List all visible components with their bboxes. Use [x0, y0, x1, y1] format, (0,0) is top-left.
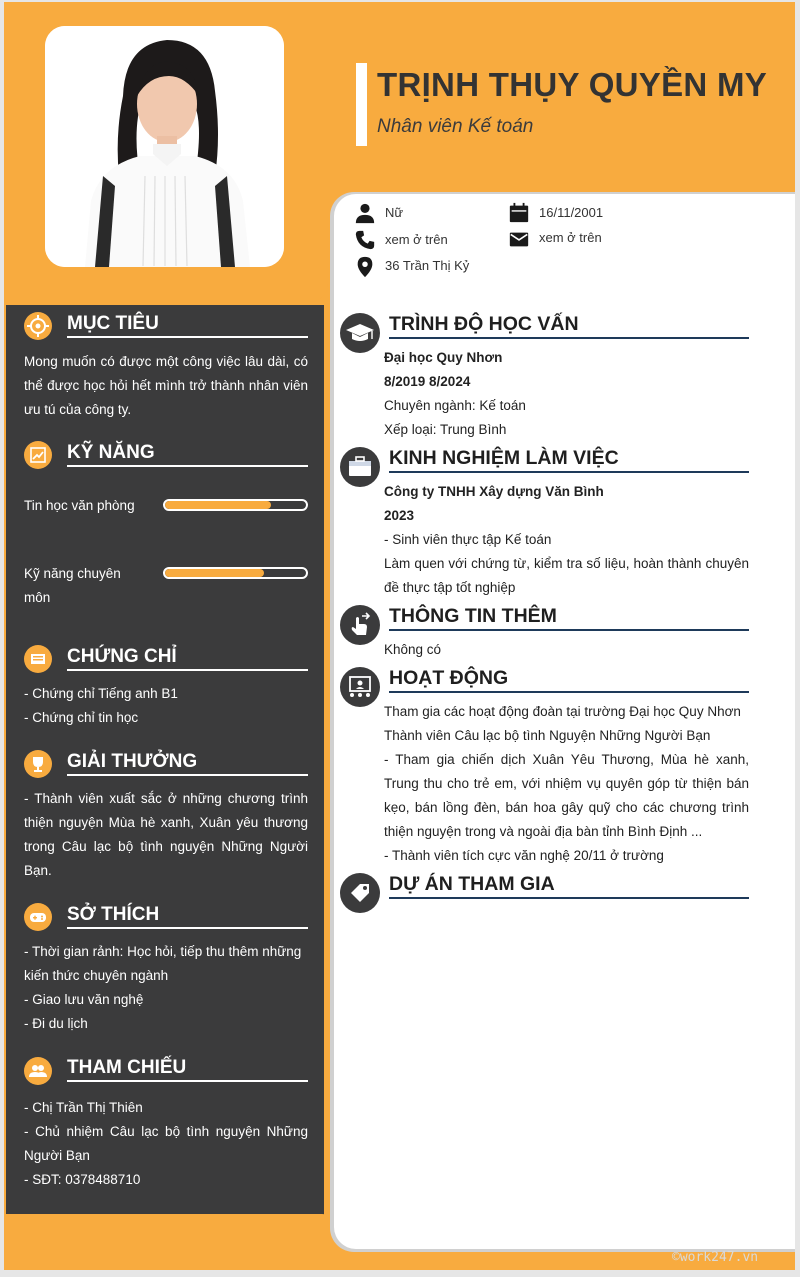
phone-value: xem ở trên [385, 232, 448, 247]
skills-heading: KỸ NĂNG [67, 442, 308, 467]
calendar-icon [508, 202, 530, 224]
skill-label-professional: Kỹ năng chuyên môn [24, 566, 121, 605]
skill-fill-office [165, 501, 271, 509]
email-value: xem ở trên [539, 230, 602, 245]
objective-text: Mong muốn có được một công việc lâu dài, có thể được học hỏi hết mình trở thành nhân viên ưu tú của công ty. [24, 354, 308, 417]
certificates-heading: CHỨNG CHỈ [67, 646, 308, 671]
projects-heading: DỰ ÁN THAM GIA [389, 873, 749, 899]
watermark: ©work247.vn [672, 1250, 759, 1265]
certificate-line-2: - Chứng chỉ tin học [24, 710, 139, 725]
experience-heading: KINH NGHIỆM LÀM VIỆC [389, 447, 749, 473]
education-grade: Xếp loại: Trung Bình [384, 422, 507, 437]
activity-line-4: - Thành viên tích cực văn nghệ 20/11 ở trường [384, 848, 664, 863]
education-school: Đại học Quy Nhơn [384, 350, 503, 365]
target-icon [24, 312, 52, 340]
awards-heading: GIẢI THƯỞNG [67, 751, 308, 776]
activities-heading: HOẠT ĐỘNG [389, 667, 749, 693]
experience-company: Công ty TNHH Xây dựng Văn Bình [384, 484, 604, 499]
skill-fill-professional [165, 569, 264, 577]
gender-value: Nữ [385, 205, 404, 220]
job-title: Nhân viên Kế toán [377, 116, 534, 137]
touch-icon [340, 605, 380, 645]
education-heading: TRÌNH ĐỘ HỌC VẤN [389, 313, 749, 339]
people-icon [24, 1057, 52, 1085]
hobbies-heading: SỞ THÍCH [67, 904, 308, 929]
birthday-value: 16/11/2001 [539, 205, 604, 220]
tag-icon [340, 873, 380, 913]
phone-icon [354, 229, 376, 251]
footer-left-block [6, 1214, 336, 1270]
experience-description: Làm quen với chứng từ, kiểm tra số liệu, hoàn thành chuyên đề thực tập tốt nghiệp [384, 556, 749, 595]
chart-growth-icon [24, 441, 52, 469]
presentation-icon [340, 667, 380, 707]
objective-heading: MỤC TIÊU [67, 313, 308, 338]
certificate-line-1: - Chứng chỉ Tiếng anh B1 [24, 686, 178, 701]
activity-line-2: Thành viên Câu lạc bộ tình Nguyện Những Người Bạn [384, 728, 711, 743]
experience-year: 2023 [384, 508, 415, 523]
activity-line-1: Tham gia các hoạt động đoàn tại trường Đại học Quy Nhơn [384, 704, 741, 719]
hobby-line-2: - Giao lưu văn nghệ [24, 992, 144, 1007]
hobby-line-1: - Thời gian rảnh: Học hỏi, tiếp thu thêm những kiến thức chuyên ngành [24, 944, 302, 983]
gamepad-icon [24, 903, 52, 931]
additional-info-text: Không có [384, 642, 442, 657]
profile-photo [45, 26, 284, 267]
skill-bar-office [163, 499, 308, 511]
certificate-icon [24, 645, 52, 673]
name-accent-bar [356, 63, 367, 146]
education-period: 8/2019 8/2024 [384, 374, 471, 389]
candidate-name: TRỊNH THỤY QUYỀN MY [377, 66, 768, 103]
person-icon [354, 202, 376, 224]
briefcase-icon [340, 447, 380, 487]
location-pin-icon [354, 256, 376, 278]
reference-line-2: - Chủ nhiệm Câu lạc bộ tình nguyện Những Người Bạn [24, 1124, 308, 1163]
reference-line-1: - Chị Trần Thị Thiên [24, 1100, 143, 1115]
activity-line-3: - Tham gia chiến dịch Xuân Yêu Thương, Mùa hè xanh, Trung thu cho trẻ em, với nhiệm vụ quyên góp từ thiện bán kẹo, bán lồng đèn, bán hoa gây quỹ cho các chương trình thiện nguyện trong và ngoài địa bàn tỉnh Bình Định ... [384, 752, 749, 839]
hobby-line-3: - Đi du lịch [24, 1016, 88, 1031]
awards-text: - Thành viên xuất sắc ở những chương trình thiện nguyện Mùa hè xanh, Xuân yêu thương trong Câu lạc bộ tình nguyện Những Người Bạn. [24, 791, 308, 878]
references-heading: THAM CHIẾU [67, 1057, 308, 1082]
trophy-icon [24, 750, 52, 778]
experience-role: - Sinh viên thực tập Kế toán [384, 532, 552, 547]
graduation-cap-icon [340, 313, 380, 353]
additional-info-heading: THÔNG TIN THÊM [389, 605, 749, 631]
email-icon [508, 228, 530, 250]
skill-bar-professional [163, 567, 308, 579]
address-value: 36 Trần Thị Kỷ [385, 258, 470, 273]
reference-line-3: - SĐT: 0378488710 [24, 1172, 141, 1187]
skill-label-office: Tin học văn phòng [24, 498, 135, 513]
education-major: Chuyên ngành: Kế toán [384, 398, 526, 413]
